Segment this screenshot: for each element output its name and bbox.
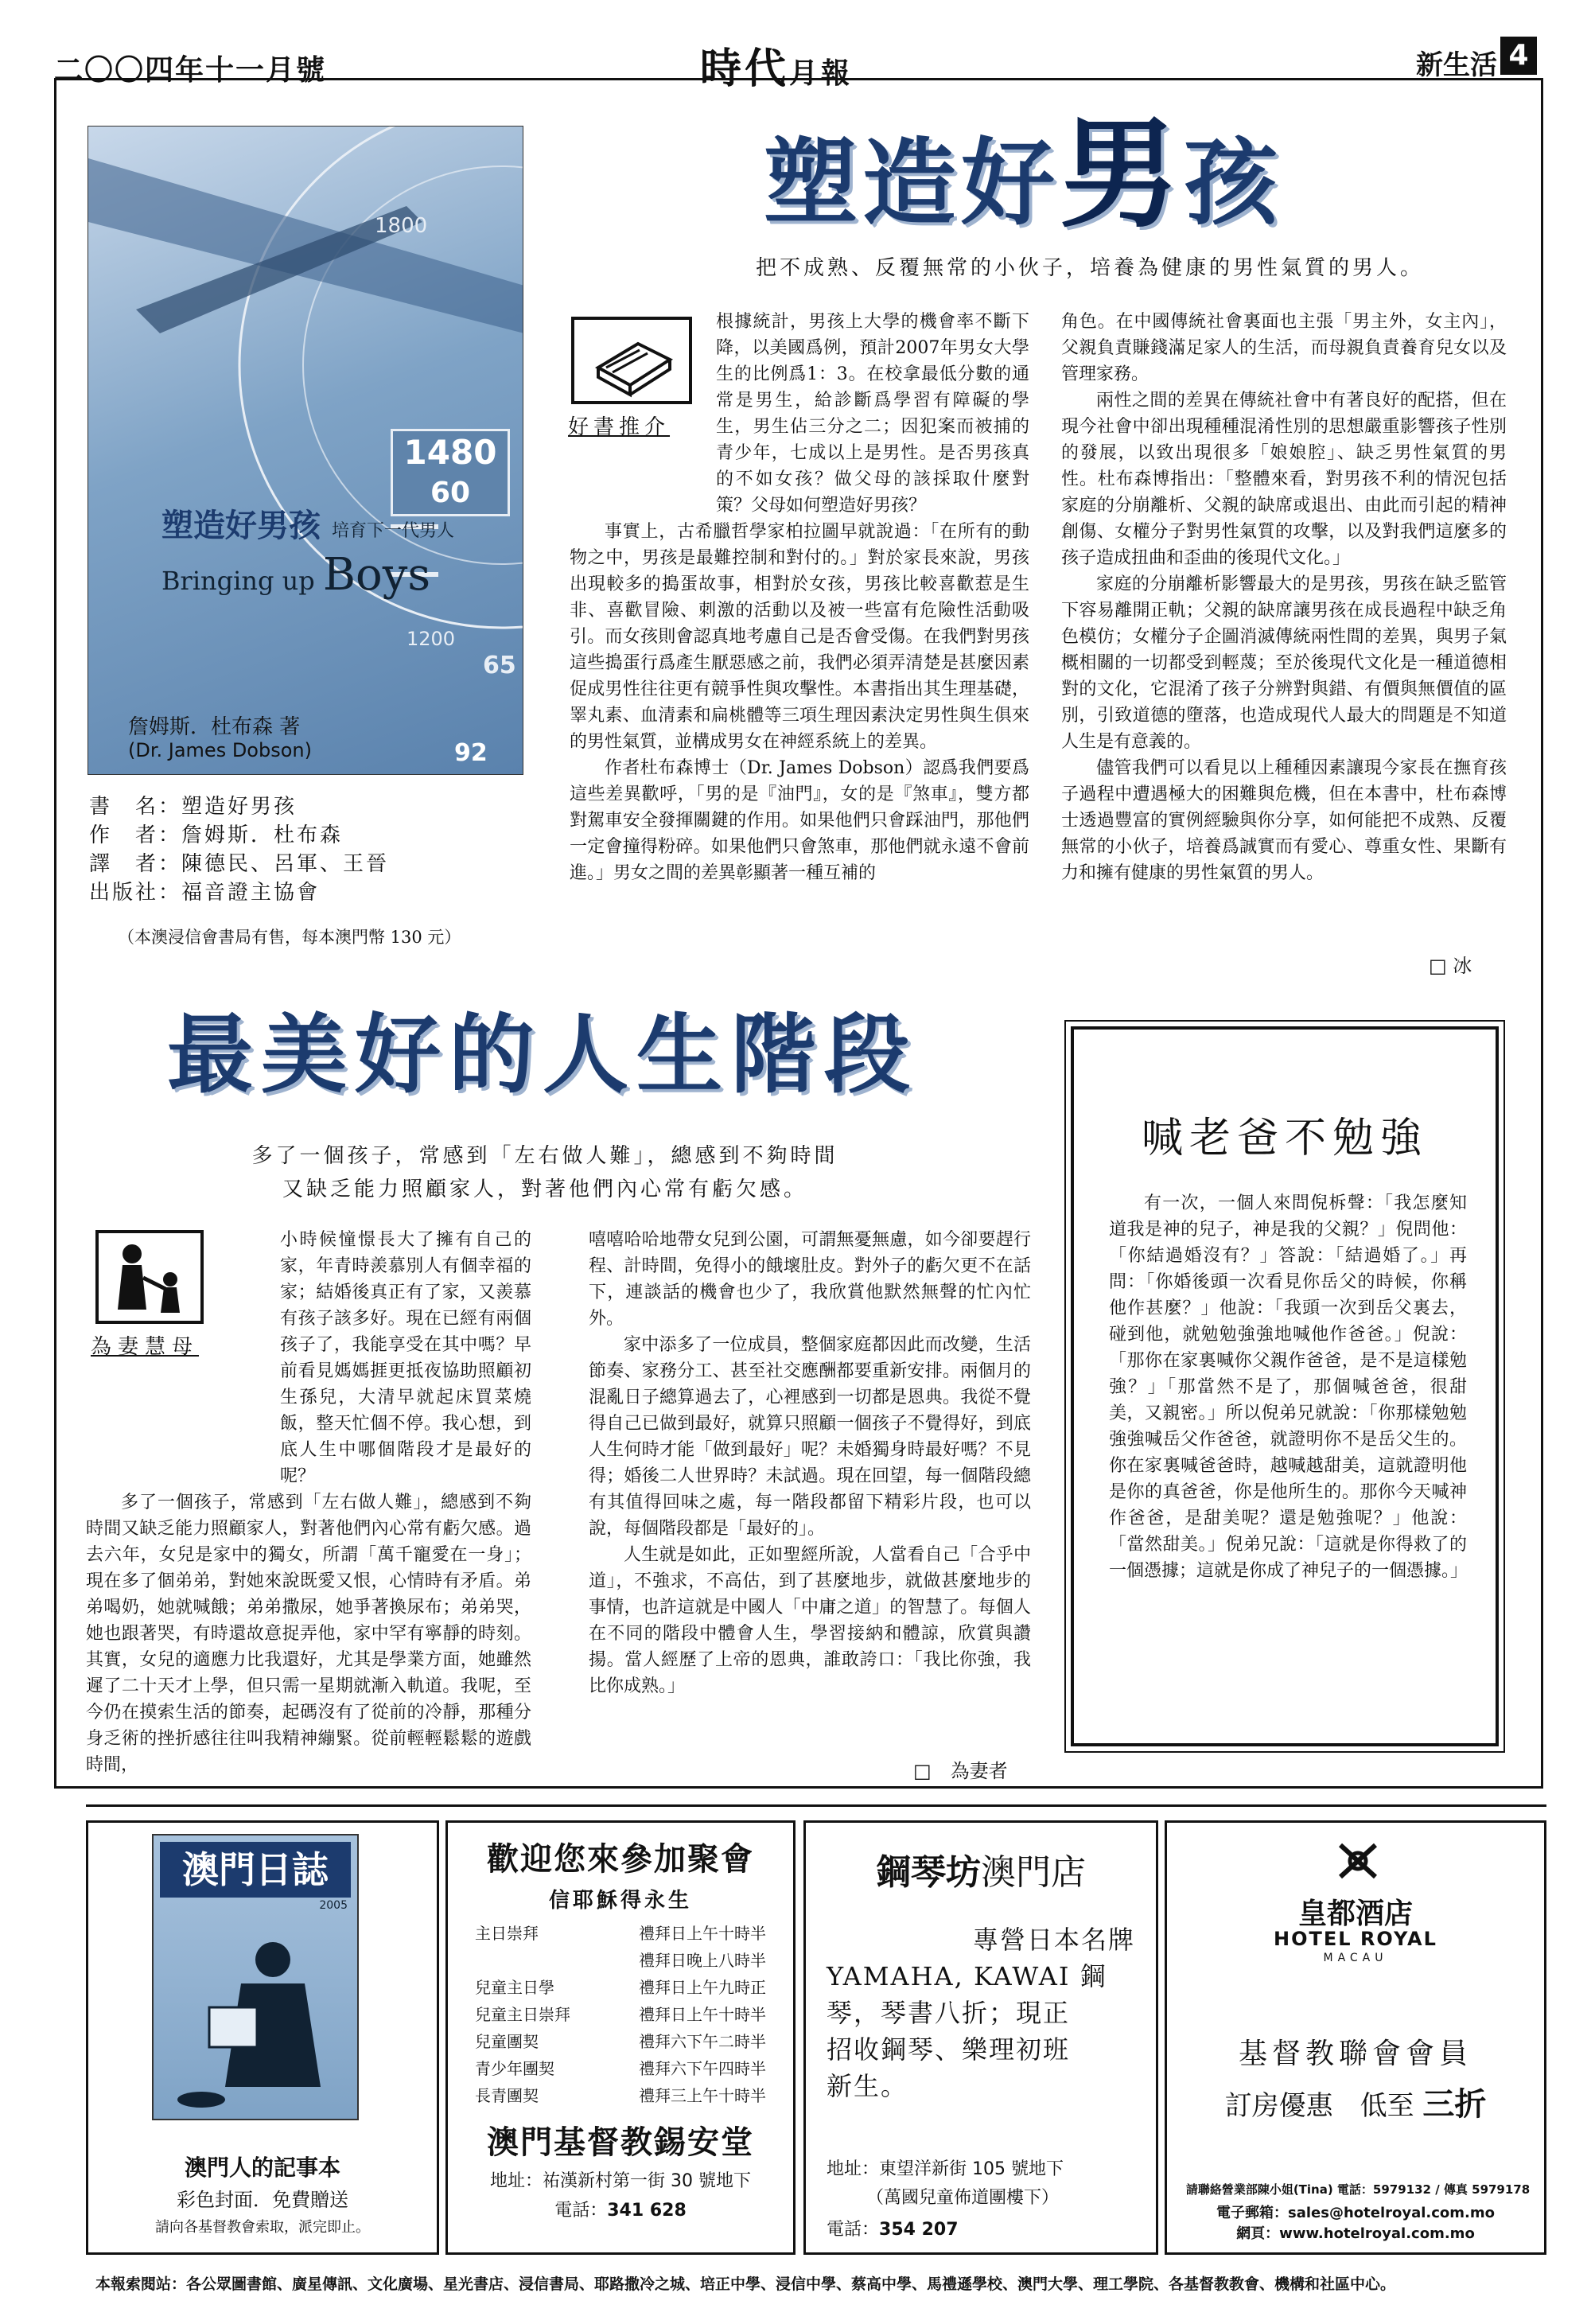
article2-col2 — [589, 1227, 1031, 1699]
hotel-offer-line — [1167, 2079, 1544, 2124]
book-info-title — [89, 792, 389, 821]
article2-paragraph: 多了一個孩子，常感到「左右做人難」，總感到不夠時間又缺乏能力照顧家人，對著他們內心常有虧欠感。過去六年，女兒是家中的獨女，所謂「萬千寵愛在一身」；現在多了個弟弟，對她來說既愛又恨，心情時有矛盾。弟弟喝奶，她就喊餓；弟弟撒尿，她爭著換尿布；弟弟哭，她也跟著哭，有時還故意捉弄他，家中罕有寧靜的時刻。其實，女兒的適應力比我還好，尤其是學業方面，她雖然遲了二十天才上學，但只需一星期就漸入軌道。我呢，至今仍在摸索生活的節奏，起碼沒有了從前的冷靜，那種分身乏術的挫折感往往叫我精神繃緊。從前輕輕鬆鬆的遊戲時間， — [86, 1493, 531, 1775]
piano-title-brand: 鋼琴坊 — [876, 1852, 981, 1893]
piano-ad[interactable] — [803, 1820, 1158, 2255]
gauge-label-top: 1800 — [375, 214, 428, 238]
phone-label: 電話： — [554, 2201, 608, 2221]
diary-year: 2005 — [319, 1899, 348, 1912]
masthead-sub: 月報 — [789, 56, 854, 90]
article2-paragraph: 家中添多了一位成員，整個家庭都因此而改變，生活節奏、家務分工、甚至社交應酬都要重新安排。兩個月的混亂日子總算過去了，心裡感到一切都是恩典。我從不覺得自己已做到最好，就算只照顧一個孩子不覺得好，到底人生何時才能「做到最好」呢？未婚獨身時最好嗎？不見得；婚後二人世界時？未試過。現在回望，每一個階段總有其值得回味之處，每一階段都留下精彩片段，也可以說，每個階段都是「最好的」。 — [589, 1335, 1031, 1539]
gauge-value-2: 60 — [430, 477, 471, 509]
offer-discount: 三折 — [1422, 2086, 1487, 2123]
cover-title-cn — [161, 500, 512, 546]
article1-col2 — [1061, 309, 1507, 886]
gauge-label-corner: 92 — [454, 739, 488, 767]
schedule-name: 青少年團契 — [475, 2059, 554, 2078]
piano-address: 地址：東望洋新街 105 號地下 — [827, 2159, 1064, 2179]
gauge-value-1: 1480 — [403, 433, 497, 472]
section-name: 新生活 — [1416, 49, 1497, 81]
cover-title-en — [161, 549, 512, 601]
phone-label: 電話： — [827, 2220, 880, 2240]
schedule-row — [475, 2001, 766, 2028]
article1-paragraph: 角色。在中國傳統社會裏面也主張「男主外，女主內」，父親負責賺錢滿足家人的生活，而母親負責養育兒女以及管理家務。 — [1061, 312, 1507, 384]
schedule-name: 兒童團契 — [475, 2032, 539, 2051]
gauge-label-bottom: 1200 — [407, 628, 456, 650]
schedule-row — [475, 2028, 766, 2055]
book-info-label: 譯 者： — [89, 852, 182, 876]
church-address: 地址：祐漢新村第一街 30 號地下 — [490, 2171, 751, 2191]
book-info-value: 塑造好男孩 — [181, 795, 298, 819]
schedule-time: 禮拜日上午九時正 — [639, 1978, 766, 1997]
hotel-email[interactable]: 電子郵箱：sales@hotelroyal.com.mo — [1216, 2205, 1495, 2221]
diary-cover — [152, 1834, 359, 2120]
church-title: 歡迎您來參加聚會 — [487, 1840, 754, 1878]
price-note: （本澳浸信會書局有售，每本澳門幣 130 元） — [118, 928, 461, 947]
article1-title-emphasis: 男 — [1060, 106, 1184, 244]
hotel-contact: 請聯絡營業部陳小姐(Tina) 電話：5979132 / 傳真 5979178 — [1185, 2182, 1531, 2197]
badge-label: 好書推介 — [568, 415, 671, 439]
sidebar-text: 有一次，一個人來問倪柝聲：「我怎麼知道我是神的兒子，神是我的父親？」倪問他：「你結過婚沒有？」答說：「結過婚了。」再問：「你婚後頭一次看見你岳父的時候，你稱他作甚麼？」他說：「我頭一次到岳父裏去，碰到他，就勉勉強強地喊他作爸爸。」倪說：「那你在家裏喊你父親作爸爸，是不是這樣勉強？」「那當然不是了，那個喊爸爸，很甜美，又親密。」所以倪弟兄就說：「你那樣勉勉強強喊岳父作爸爸，就證明你不是岳父生的。你在家裏喊爸爸時，越喊越甜美，這就證明他是你的真爸爸，你是他所生的。那你今天喊神作爸爸，是甜美呢？還是勉強呢？」他說：「當然甜美。」倪弟兄說：「這就是你得救了的一個憑據；這就是你成了神兒子的一個憑據。」 — [1109, 1193, 1468, 1581]
schedule-row — [475, 2055, 766, 2082]
schedule-row — [475, 1920, 766, 1947]
cover-title-cn-text: 塑造好男孩 — [161, 508, 321, 544]
book-info-label: 書 名： — [89, 795, 182, 819]
schedule-name: 兒童主日崇拜 — [475, 2005, 570, 2024]
book-info-author — [89, 821, 389, 850]
reader-illustration — [154, 1912, 357, 2119]
masthead-title: 時代 — [700, 45, 790, 93]
article2-tagline-1: 多了一個孩子，常感到「左右做人難」，總感到不夠時間 — [251, 1144, 838, 1168]
hotel-ad[interactable] — [1165, 1820, 1546, 2255]
piano-line: 琴，琴書八折；現正 — [827, 1998, 1071, 2028]
diary-sub: 彩色封面．免費贈送 — [177, 2189, 348, 2211]
schedule-name: 兒童主日學 — [475, 1978, 554, 1997]
page-number: 4 — [1500, 37, 1537, 75]
book-info-value: 陳德民、呂軍、王晉 — [181, 852, 390, 876]
schedule-time: 禮拜六下午四時半 — [639, 2059, 766, 2078]
article2-tagline-2: 又缺乏能力照顧家人，對著他們內心常有虧欠感。 — [282, 1178, 807, 1201]
cover-subtitle-cn: 培育下一代男人 — [331, 521, 454, 541]
issue-date: 二〇〇四年十一月號 — [54, 54, 327, 87]
article2-col1 — [86, 1227, 531, 1778]
hotel-member-line: 基督教聯會會員 — [1238, 2038, 1472, 2070]
offer-text: 訂房優惠 — [1224, 2090, 1333, 2122]
schedule-time: 禮拜六下午二時半 — [639, 2032, 766, 2051]
piano-line: 新生。 — [827, 2071, 908, 2101]
article1-col1 — [570, 309, 1029, 886]
article1-paragraph: 事實上，古希臘哲學家柏拉圖早就說過：「在所有的動物之中，男孩是最難控制和對付的。」對於家長來說，男孩出現較多的搗蛋故事，相對於女孩，男孩比較喜歡惹是生非、喜歡冒險、刺激的活動以及被一些富有危險性活動吸引。而女孩則會認真地考慮自己是否會受傷。在我們對男孩這些搗蛋行爲產生厭惡感之前，我們必須弄清楚是甚麼因素促成男性往往更有競爭性與攻擊性。本書指出其生理基礎，睪丸素、血清素和扁桃體等三項生理因素決定男性與生俱來的男性氣質，並構成男女在神經系統上的差異。 — [570, 522, 1029, 752]
article2-paragraph: 人生就是如此，正如聖經所說，人當看自己「合乎中道」，不強求，不高估，到了甚麼地步，就做甚麼地步的事情，也許這就是中國人「中庸之道」的智慧了。每個人在不同的階段中體會人生，學習接納和體諒，欣賞與讚揚。當人經歷了上帝的恩典，誰敢誇口：「我比你強，我比你成熟。」 — [589, 1545, 1031, 1696]
diary-note: 請向各基督教會索取，派完即止。 — [155, 2219, 370, 2236]
book-info-value: 福音證主協會 — [181, 881, 321, 905]
church-phone — [448, 2197, 793, 2221]
book-info-label: 出版社： — [89, 881, 182, 905]
book-cover — [88, 126, 523, 775]
hotel-name-en: HOTEL ROYAL — [1274, 1928, 1437, 1950]
phone-number: 354 207 — [879, 2220, 959, 2240]
article1-paragraph: 根據統計，男孩上大學的機會率不斷下降，以美國爲例，預計2007年男女大學生的比例爲1：3。在校拿最低分數的通常是男生，給診斷爲學習有障礙的學生，男生佔三分之二；因犯案而被捕的青少年，七成以上是男性。是否男孩真的不如女孩？做父母的該採取什麼對策？父母如何塑造好男孩？ — [716, 312, 1029, 516]
schedule-name: 長青團契 — [475, 2086, 539, 2105]
schedule-name: 主日崇拜 — [475, 1924, 539, 1943]
gauge-label-side: 65 — [483, 652, 516, 679]
article2-byline: □ 為妻者 — [913, 1760, 1008, 1782]
piano-body — [827, 1921, 1135, 2104]
phone-number: 341 628 — [607, 2201, 687, 2221]
sidebar-body — [1109, 1190, 1467, 1584]
church-name: 澳門基督教錫安堂 — [487, 2124, 754, 2161]
article1-byline: □ 冰 — [1429, 955, 1472, 977]
cover-title-block — [161, 500, 512, 601]
piano-address-note: （萬國兒童佈道團樓下） — [866, 2188, 1060, 2208]
schedule-time: 禮拜三上午十時半 — [639, 2086, 766, 2105]
schedule-time: 禮拜日晚上八時半 — [639, 1951, 766, 1970]
piano-title-branch: 澳門店 — [981, 1852, 1086, 1893]
church-ad[interactable] — [445, 1820, 796, 2255]
offer-text: 低至 — [1360, 2090, 1414, 2122]
hotel-city: MACAU — [1323, 1952, 1388, 1964]
article1-paragraph: 作者杜布森博士（Dr. James Dobson）認爲我們要爲這些差異歡呼，「男的是『油門』，女的是『煞車』，雙方都對駕車安全發揮關鍵的作用。如果他們只會踩油門，那他們一定會撞得粉碎。如果他們只會煞車，那他們就永遠不會前進。」男女之間的差異彰顯著一種互補的 — [570, 758, 1029, 883]
article1-paragraph: 家庭的分崩離析影響最大的是男孩，男孩在缺乏監管下容易離開正軌；父親的缺席讓男孩在成長過程中缺乏角色模仿；女權分子企圖消滅傳統兩性間的差異，與男子氣概相關的一切都受到輕蔑；至於後現代文化是一種道德相對的文化，它混淆了孩子分辨對與錯、有價與無價值的區別，引致道德的墮落，也造成現代人最大的問題是不知道人生是有意義的。 — [1061, 574, 1507, 752]
article1-paragraph: 兩性之間的差異在傳統社會中有著良好的配搭，但在現今社會中卻出現種種混淆性別的思想嚴重影響孩子性別的發展，以致出現很多「娘娘腔」、缺乏男性氣質的男性。杜布森博指出：「整體來看，對男孩不利的情況包括家庭的分崩離析、父親的缺席或退出、由此而引起的精神創傷、女權分子對男性氣質的攻擊，以及對我們這麼多的孩子造成扭曲和歪曲的後現代文化。」 — [1061, 391, 1507, 568]
article1-paragraph: 儘管我們可以看見以上種種因素讓現今家長在撫育孩子過程中遭遇極大的困難與危機，但在本書中，杜布森博士透過豐富的實例經驗與你分享，如何能把不成熟、反覆無常的小伙子，培養爲誠實而有愛心、尊重女性、果斷有力和擁有健康的男性氣質的男人。 — [1061, 758, 1507, 883]
cover-title-en-1: Bringing up — [161, 566, 315, 596]
article1-title-part: 塑造好 — [764, 128, 1060, 238]
sidebar-title: 喊老爸不勉強 — [1141, 1115, 1428, 1162]
hotel-logo-icon — [1334, 1839, 1382, 1883]
book-info-value: 詹姆斯．杜布森 — [181, 823, 344, 847]
schedule-row — [475, 2082, 766, 2109]
article1-tagline: 把不成熟、反覆無常的小伙子，培養為健康的男性氣質的男人。 — [755, 256, 1424, 280]
article1-title-part: 孩 — [1184, 128, 1283, 238]
schedule-row — [475, 1947, 766, 1974]
book-info-publisher — [89, 878, 389, 907]
cover-author-cn: 詹姆斯．杜布森 著 — [128, 715, 301, 739]
article1-title — [764, 106, 1283, 244]
badge-label: 為妻慧母 — [91, 1335, 200, 1359]
church-motto: 信耶穌得永生 — [548, 1889, 692, 1913]
book-info — [89, 792, 389, 907]
diary-logo: 澳門日誌 — [160, 1842, 351, 1898]
schedule-time: 禮拜日上午十時半 — [639, 2005, 766, 2024]
piano-line: 招收鋼琴、樂理初班 — [827, 2034, 1071, 2065]
book-info-translator — [89, 850, 389, 878]
article2-paragraph: 小時候憧憬長大了擁有自己的家，年青時羨慕別人有個幸福的家；結婚後真正有了家，又羨慕有孩子該多好。現在已經有兩個孩子了，我能享受在其中嗎？早前看見媽媽捱更抵夜協助照顧初生孫兒，大清早就起床買菜燒飯，整天忙個不停。我心想，到底人生中哪個階段才是最好的呢？ — [280, 1230, 531, 1486]
distribution-footer: 本報索閱站：各公眾圖書館、廣星傳訊、文化廣場、星光書店、浸信書局、耶路撒冷之城、培正中學、浸信中學、蔡高中學、馬禮遜學校、澳門大學、理工學院、各基督教教會、機構和社區中心。 — [95, 2275, 1396, 2293]
cover-title-en-2: Boys — [322, 549, 431, 601]
diary-caption: 澳門人的記事本 — [184, 2155, 340, 2181]
piano-title — [806, 1843, 1156, 1894]
piano-line: 專營日本名牌 — [972, 1925, 1135, 1955]
hotel-website[interactable]: 網頁：www.hotelroyal.com.mo — [1236, 2225, 1475, 2242]
service-schedule — [475, 1920, 766, 2109]
piano-line: YAMAHA, KAWAI 鋼 — [827, 1961, 1107, 1991]
cover-author-en: (Dr. James Dobson) — [128, 739, 312, 761]
hotel-name-cn: 皇都酒店 — [1297, 1897, 1413, 1930]
schedule-time: 禮拜日上午十時半 — [639, 1924, 766, 1943]
piano-phone — [827, 2216, 959, 2240]
article2-title: 最美好的人生階段 — [167, 1006, 919, 1105]
book-info-label: 作 者： — [89, 823, 182, 847]
article2-paragraph: 嘻嘻哈哈地帶女兒到公園，可謂無憂無慮，如今卻要趕行程、計時間，免得小的餓壞肚皮。對外子的虧欠更不在話下，連談話的機會也少了，我欣賞他默然無聲的忙內忙外。 — [589, 1230, 1031, 1329]
schedule-row — [475, 1974, 766, 2001]
diary-ad[interactable] — [86, 1820, 439, 2255]
